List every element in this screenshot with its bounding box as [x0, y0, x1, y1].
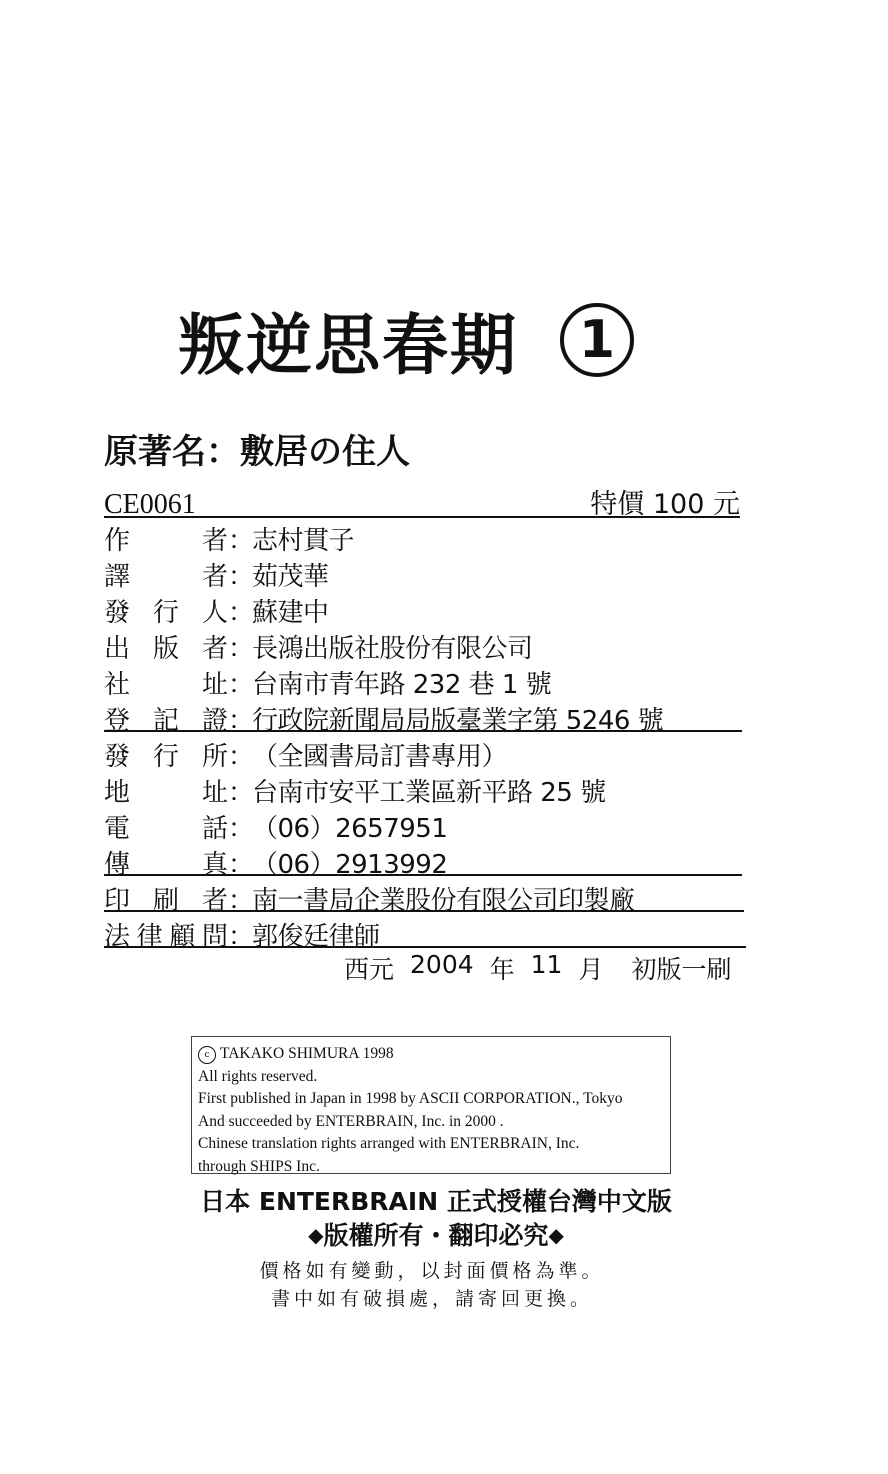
edition-line — [344, 950, 732, 986]
rule-after-fax — [104, 874, 742, 876]
info-label: 傳 真 — [104, 849, 228, 880]
damage-notice: 書中如有破損處，請寄回更換。 — [270, 1288, 593, 1310]
publication-info — [104, 520, 744, 952]
info-value-publisher: 長鴻出版社股份有限公司 — [252, 633, 533, 664]
copyright-line-1: c TAKAKO SHIMURA 1998 — [198, 1043, 670, 1066]
info-label: 印 刷 者 — [104, 885, 228, 916]
info-value-printer: 南一書局企業股份有限公司印製廠 — [252, 885, 635, 916]
edition-month: 11 — [530, 950, 563, 979]
info-value-issuer: 蘇建中 — [252, 597, 329, 628]
edition-printing: 初版一刷 — [631, 955, 732, 984]
info-row-fax: 傳 真 ： （06）2913992 — [104, 844, 744, 880]
info-value-legal-counsel: 郭俊廷律師 — [252, 921, 380, 952]
price-notice: 價格如有變動，以封面價格為準。 — [259, 1260, 605, 1282]
authorization-line: 日本 ENTERBRAIN 正式授權台灣中文版 — [200, 1187, 672, 1216]
edition-year: 2004 — [410, 950, 474, 979]
info-label: 登 記 證 — [104, 705, 228, 736]
info-label: 發 行 人 — [104, 597, 228, 628]
catalog-code: CE0061 — [104, 489, 196, 520]
info-label: 發 行 所 — [104, 741, 228, 772]
info-label: 電 話 — [104, 813, 228, 844]
book-title-row — [178, 292, 634, 387]
edition-era: 西元 — [344, 955, 395, 984]
info-label: 出 版 者 — [104, 633, 228, 664]
info-value-company-address: 台南市青年路 232 巷 1 號 — [252, 669, 552, 700]
original-title: 原著名：敷居の住人 — [104, 432, 410, 472]
info-row-translator: 譯 者 ： 茹茂華 — [104, 556, 744, 592]
info-value-phone: （06）2657951 — [252, 813, 448, 844]
info-row-distributor: 發 行 所 ： （全國書局訂書專用） — [104, 736, 744, 772]
volume-number-circle — [560, 303, 634, 377]
copyright-box — [191, 1036, 671, 1174]
info-value-translator: 茹茂華 — [252, 561, 329, 592]
rule-after-registration — [104, 730, 742, 732]
special-price: 特價 100 元 — [590, 489, 740, 520]
rights-reserved-line — [0, 1216, 880, 1252]
info-label: 地 址 — [104, 777, 228, 808]
info-value-registration: 行政院新聞局局版臺業字第 5246 號 — [252, 705, 664, 736]
copyright-line-3: First published in Japan in 1998 by ASCII CORPORATION., Tokyo — [198, 1090, 623, 1107]
info-row-publisher: 出 版 者 ： 長鴻出版社股份有限公司 — [104, 628, 744, 664]
info-value-author: 志村貫子 — [252, 525, 355, 556]
info-value-distributor: （全國書局訂書專用） — [252, 741, 508, 772]
info-label: 譯 者 — [104, 561, 228, 592]
info-row-phone: 電 話 ： （06）2657951 — [104, 808, 744, 844]
diamond-icon: ◆ — [548, 1223, 564, 1247]
info-label: 作 者 — [104, 525, 228, 556]
copyright-line-4: And succeeded by ENTERBRAIN, Inc. in 2000 . — [198, 1112, 504, 1130]
info-row-author: 作 者 ： 志村貫子 — [104, 520, 744, 556]
info-row-address: 地 址 ： 台南市安平工業區新平路 25 號 — [104, 772, 744, 808]
diamond-icon: ◆ — [308, 1223, 324, 1247]
edition-month-unit: 月 — [578, 955, 604, 984]
info-row-issuer: 發 行 人 ： 蘇建中 — [104, 592, 744, 628]
info-row-company-address: 社 址 ： 台南市青年路 232 巷 1 號 — [104, 664, 744, 700]
edition-year-unit: 年 — [489, 955, 515, 984]
info-label: 法 律 顧 問 — [104, 921, 228, 952]
rule-after-printer — [104, 910, 744, 912]
info-row-registration: 登 記 證 ： 行政院新聞局局版臺業字第 5246 號 — [104, 700, 744, 736]
info-value-address: 台南市安平工業區新平路 25 號 — [252, 777, 606, 808]
rule-after-legal — [104, 946, 746, 948]
copyright-line-6: through SHIPS Inc. — [198, 1157, 320, 1175]
info-value-fax: （06）2913992 — [252, 849, 448, 880]
copyright-line-2: All rights reserved. — [198, 1067, 318, 1085]
rights-reserved-text: 版權所有・翻印必究 — [323, 1221, 549, 1250]
info-label: 社 址 — [104, 669, 228, 700]
rule-top — [104, 516, 740, 518]
copyright-icon: c — [198, 1046, 216, 1064]
volume-number: 1 — [578, 309, 616, 370]
book-title: 叛逆思春期 — [178, 307, 518, 384]
info-row-printer: 印 刷 者 ： 南一書局企業股份有限公司印製廠 — [104, 880, 744, 916]
copyright-line-5: Chinese translation rights arranged with ENTERBRAIN, Inc. — [198, 1135, 580, 1152]
info-row-legal-counsel: 法 律 顧 問 ： 郭俊廷律師 — [104, 916, 744, 952]
